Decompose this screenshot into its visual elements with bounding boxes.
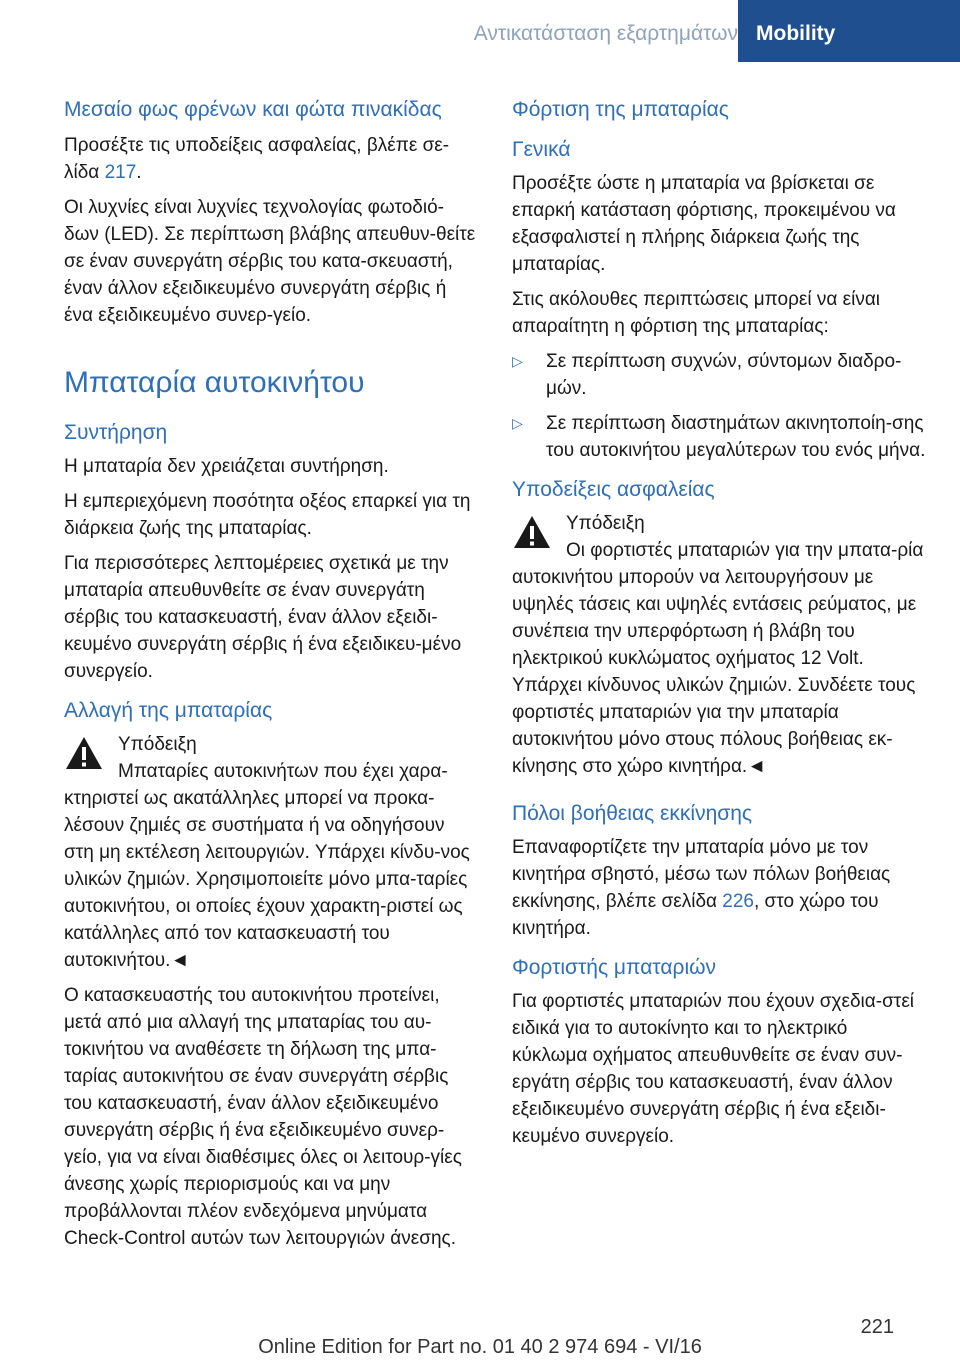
battery-charger-paragraph: Για φορτιστές μπαταριών που έχουν σχεδια‐στεί ειδικά για το αυτοκίνητο και το ηλεκτρικό κύκλωμα οχήματος απευθυνθείτε σε έναν συν‐εργάτη σέρβις του κατασκευαστή, έναν άλλον εξειδικευμένο συνεργάτη σέρβις ή ένα εξειδι‐κευμένο συνεργείο.	[512, 991, 915, 1147]
chapter-tab-mobility: Mobility	[738, 0, 960, 62]
poles-text: Επαναφορτίζετε την μπαταρία μόνο με τον κινητήρα σβηστό, μέσω των πόλων βοήθειας εκκίνησης, βλέπε σελίδα	[512, 837, 891, 912]
jump-start-poles-heading: Πόλοι βοήθειας εκκίνησης	[512, 802, 753, 825]
lights-paragraph-2: Οι λυχνίες είναι λυχνίες τεχνολογίας φωτοδιό‐δων (LED). Σε περίπτωση βλάβης απευθυν‐θείτε σε έναν συνεργάτη σέρβις του κατα‐σκευαστή, έναν άλλον εξειδικευμένο συνεργάτη σέρβις ή ένα εξειδικευμένο συνερ‐γείο.	[64, 197, 476, 326]
poles-text-end: , στο χώρο του κινητήρα.	[512, 891, 879, 939]
general-heading: Γενικά	[512, 138, 571, 161]
maintenance-heading: Συντήρηση	[64, 421, 168, 444]
general-paragraph-2: Στις ακόλουθες περιπτώσεις μπορεί να είναι απαραίτητη η φόρτιση της μπαταρίας:	[512, 289, 881, 337]
list-item-text: Σε περίπτωση διαστημάτων ακινητοποίη‐σης του αυτοκινήτου μεγαλύτερων του ενός μήνα.	[546, 413, 926, 461]
lights-p1-end: .	[136, 162, 142, 183]
list-item	[512, 410, 926, 464]
left-column	[64, 96, 478, 1260]
battery-charger-heading: Φορτιστής μπαταριών	[512, 956, 717, 979]
edition-footer: Online Edition for Part no. 01 40 2 974 694 - VI/16	[258, 1336, 702, 1358]
safety-heading: Υποδείξεις ασφαλείας	[512, 478, 715, 501]
triangle-bullet-icon: ▷	[512, 415, 523, 431]
battery-heading: Μπαταρία αυτοκινήτου	[64, 366, 365, 399]
maintenance-paragraph-2: Η εμπεριεχόμενη ποσότητα οξέος επαρκεί για τη διάρκεια ζωής της μπαταρίας.	[64, 491, 471, 539]
warning-title: Υπόδειξη	[118, 734, 197, 755]
page-link-217[interactable]: 217	[104, 162, 137, 183]
charging-heading: Φόρτιση της μπαταρίας	[512, 98, 729, 121]
list-item-text: Σε περίπτωση συχνών, σύντομων διαδρο‐μών.	[546, 351, 902, 399]
maintenance-paragraph-3: Για περισσότερες λεπτομέρειες σχετικά με την μπαταρία απευθυνθείτε σε έναν συνεργάτη σέρβις του κατασκευαστή, έναν άλλον εξειδι‐κευμένο συνεργάτη σέρβις ή ένα εξειδικευ‐μένο συνεργείο.	[64, 553, 462, 682]
warning-title: Υπόδειξη	[566, 513, 645, 534]
warning-note	[64, 731, 478, 982]
right-column	[512, 96, 926, 1158]
battery-change-heading: Αλλαγή της μπαταρίας	[64, 699, 273, 722]
warning-note	[512, 510, 926, 788]
general-paragraph-1: Προσέξτε ώστε η μπαταρία να βρίσκεται σε επαρκή κατάσταση φόρτισης, προκειμένου να εξασφαλιστεί η πλήρης διάρκεια ζωής της μπαταρίας.	[512, 173, 896, 275]
jump-start-poles-paragraph	[512, 834, 926, 942]
triangle-bullet-icon: ▷	[512, 353, 523, 369]
page-link-226[interactable]: 226	[722, 891, 754, 912]
list-item	[512, 348, 926, 402]
lights-paragraph-1	[64, 132, 478, 186]
page-number: 221	[860, 1316, 894, 1338]
warning-triangle-icon	[512, 514, 552, 555]
warning-text: Μπαταρίες αυτοκινήτων που έχει χαρα‐κτηριστεί ως ακατάλληλες μπορεί να προκα‐λέσουν ζημιές σε συστήματα ή να οδηγήσουν στη μη εκτέλεση λειτουργιών. Υπάρχει κίνδυ‐νος υλικών ζημιών. Χρησιμοποιείτε μόνο μπα‐ταρίες αυτοκινήτου, οι οποίες έχουν χαρακτη‐ριστεί ως κατάλληλες από τον κατασκευαστή του αυτοκινήτου.◄	[64, 761, 470, 971]
page-header	[0, 0, 960, 62]
battery-change-paragraph: Ο κατασκευαστής του αυτοκινήτου προτείνει, μετά από μια αλλαγή της μπαταρίας του αυ‐τοκινήτου να αναθέσετε τη δήλωση της μπα‐ταρίας αυτοκινήτου σε έναν συνεργάτη σέρβις του κατασκευαστή, έναν άλλον εξειδικευμένο συνεργάτη σέρβις ή ένα εξειδικευμένο συνερ‐γείο, για να είναι διαθέσιμες όλες οι λειτουρ‐γίες άνεσης χωρίς περιορισμούς και να μην προβάλλονται πλέον ενδεχόμενα μηνύματα Check-Control αυτών των λειτουργιών άνεσης.	[64, 985, 462, 1249]
lights-heading: Μεσαίο φως φρένων και φώτα πινακίδας	[64, 98, 442, 121]
lights-p1-text: Προσέξτε τις υποδείξεις ασφαλείας, βλέπε σε‐λίδα	[64, 135, 450, 183]
maintenance-paragraph-1: Η μπαταρία δεν χρειάζεται συντήρηση.	[64, 456, 389, 477]
warning-text: Οι φορτιστές μπαταριών για την μπατα‐ρία αυτοκινήτου μπορούν να λειτουργήσουν με υψηλές τάσεις και υψηλές εντάσεις ρεύματος, με συνέπεια την υπερφόρτωση ή βλάβη του ηλεκτρικού κυκλώματος οχήματος 12 Volt. Υπάρχει κίνδυνος υλικών ζημιών. Συνδέετε τους φορτιστές μπαταριών για την μπαταρία αυτοκινήτου μόνο στους πόλους βοήθειας εκ‐κίνησης στο χώρο κινητήρα.◄	[512, 540, 924, 777]
warning-triangle-icon	[64, 735, 104, 776]
section-title: Αντικατάσταση εξαρτημάτων	[473, 22, 738, 45]
